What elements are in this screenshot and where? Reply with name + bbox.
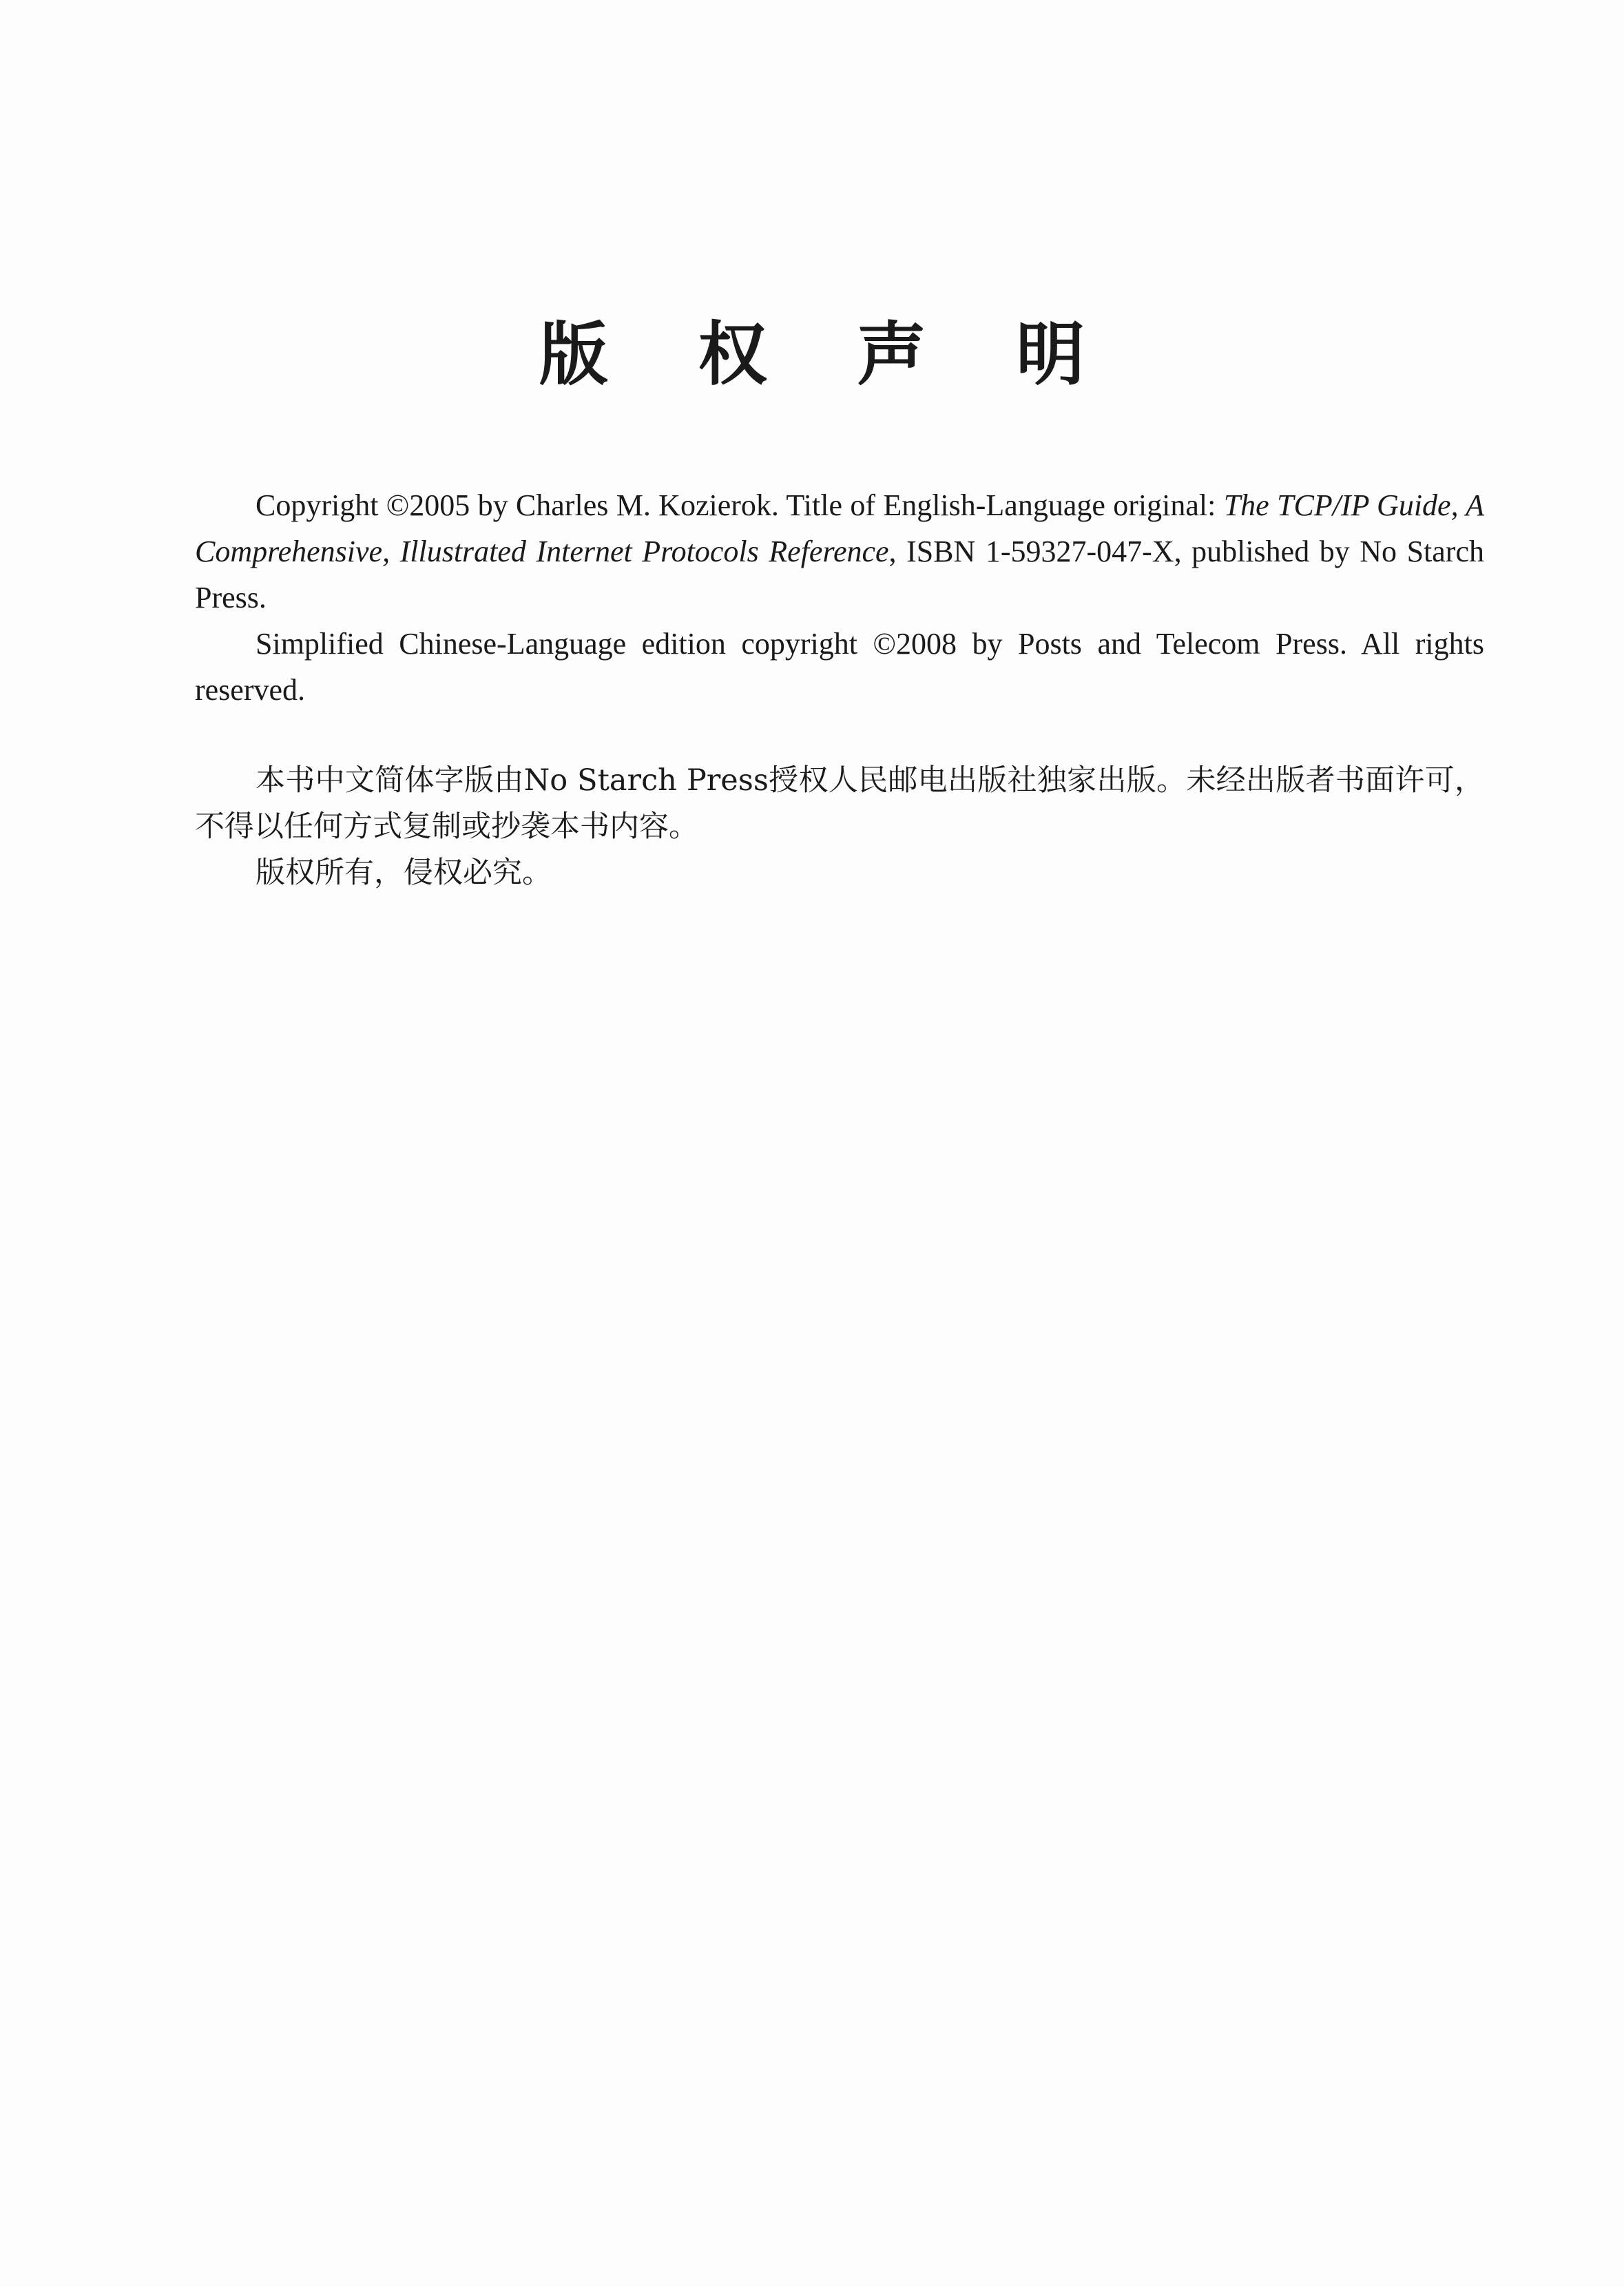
chinese-paragraph-authorization: 本书中文简体字版由No Starch Press授权人民邮电出版社独家出版。未经出版者书面许可，不得以任何方式复制或抄袭本书内容。 bbox=[195, 763, 1484, 844]
original-book-title: The TCP/IP Guide, A Comprehensive, Illustrated Internet Protocols Reference bbox=[195, 488, 1485, 568]
original-copyright-text: Copyright ©2005 by Charles M. Kozierok. Title of English-Language original: bbox=[256, 488, 1224, 522]
original-isbn-publisher: , ISBN 1-59327-047-X, published by No Starch Press. bbox=[195, 535, 1484, 614]
chinese-paragraph-rights: 版权所有，侵权必究。 bbox=[256, 856, 552, 890]
english-paragraph-chinese-edition: Simplified Chinese-Language edition copyright ©2008 by Posts and Telecom Press. All rights reserved. bbox=[195, 627, 1484, 707]
page-title: 版 权 声 明 bbox=[539, 314, 1118, 395]
english-paragraph-original bbox=[195, 482, 1484, 621]
chinese-copyright-block bbox=[195, 758, 1484, 896]
english-copyright-block bbox=[195, 482, 1484, 713]
